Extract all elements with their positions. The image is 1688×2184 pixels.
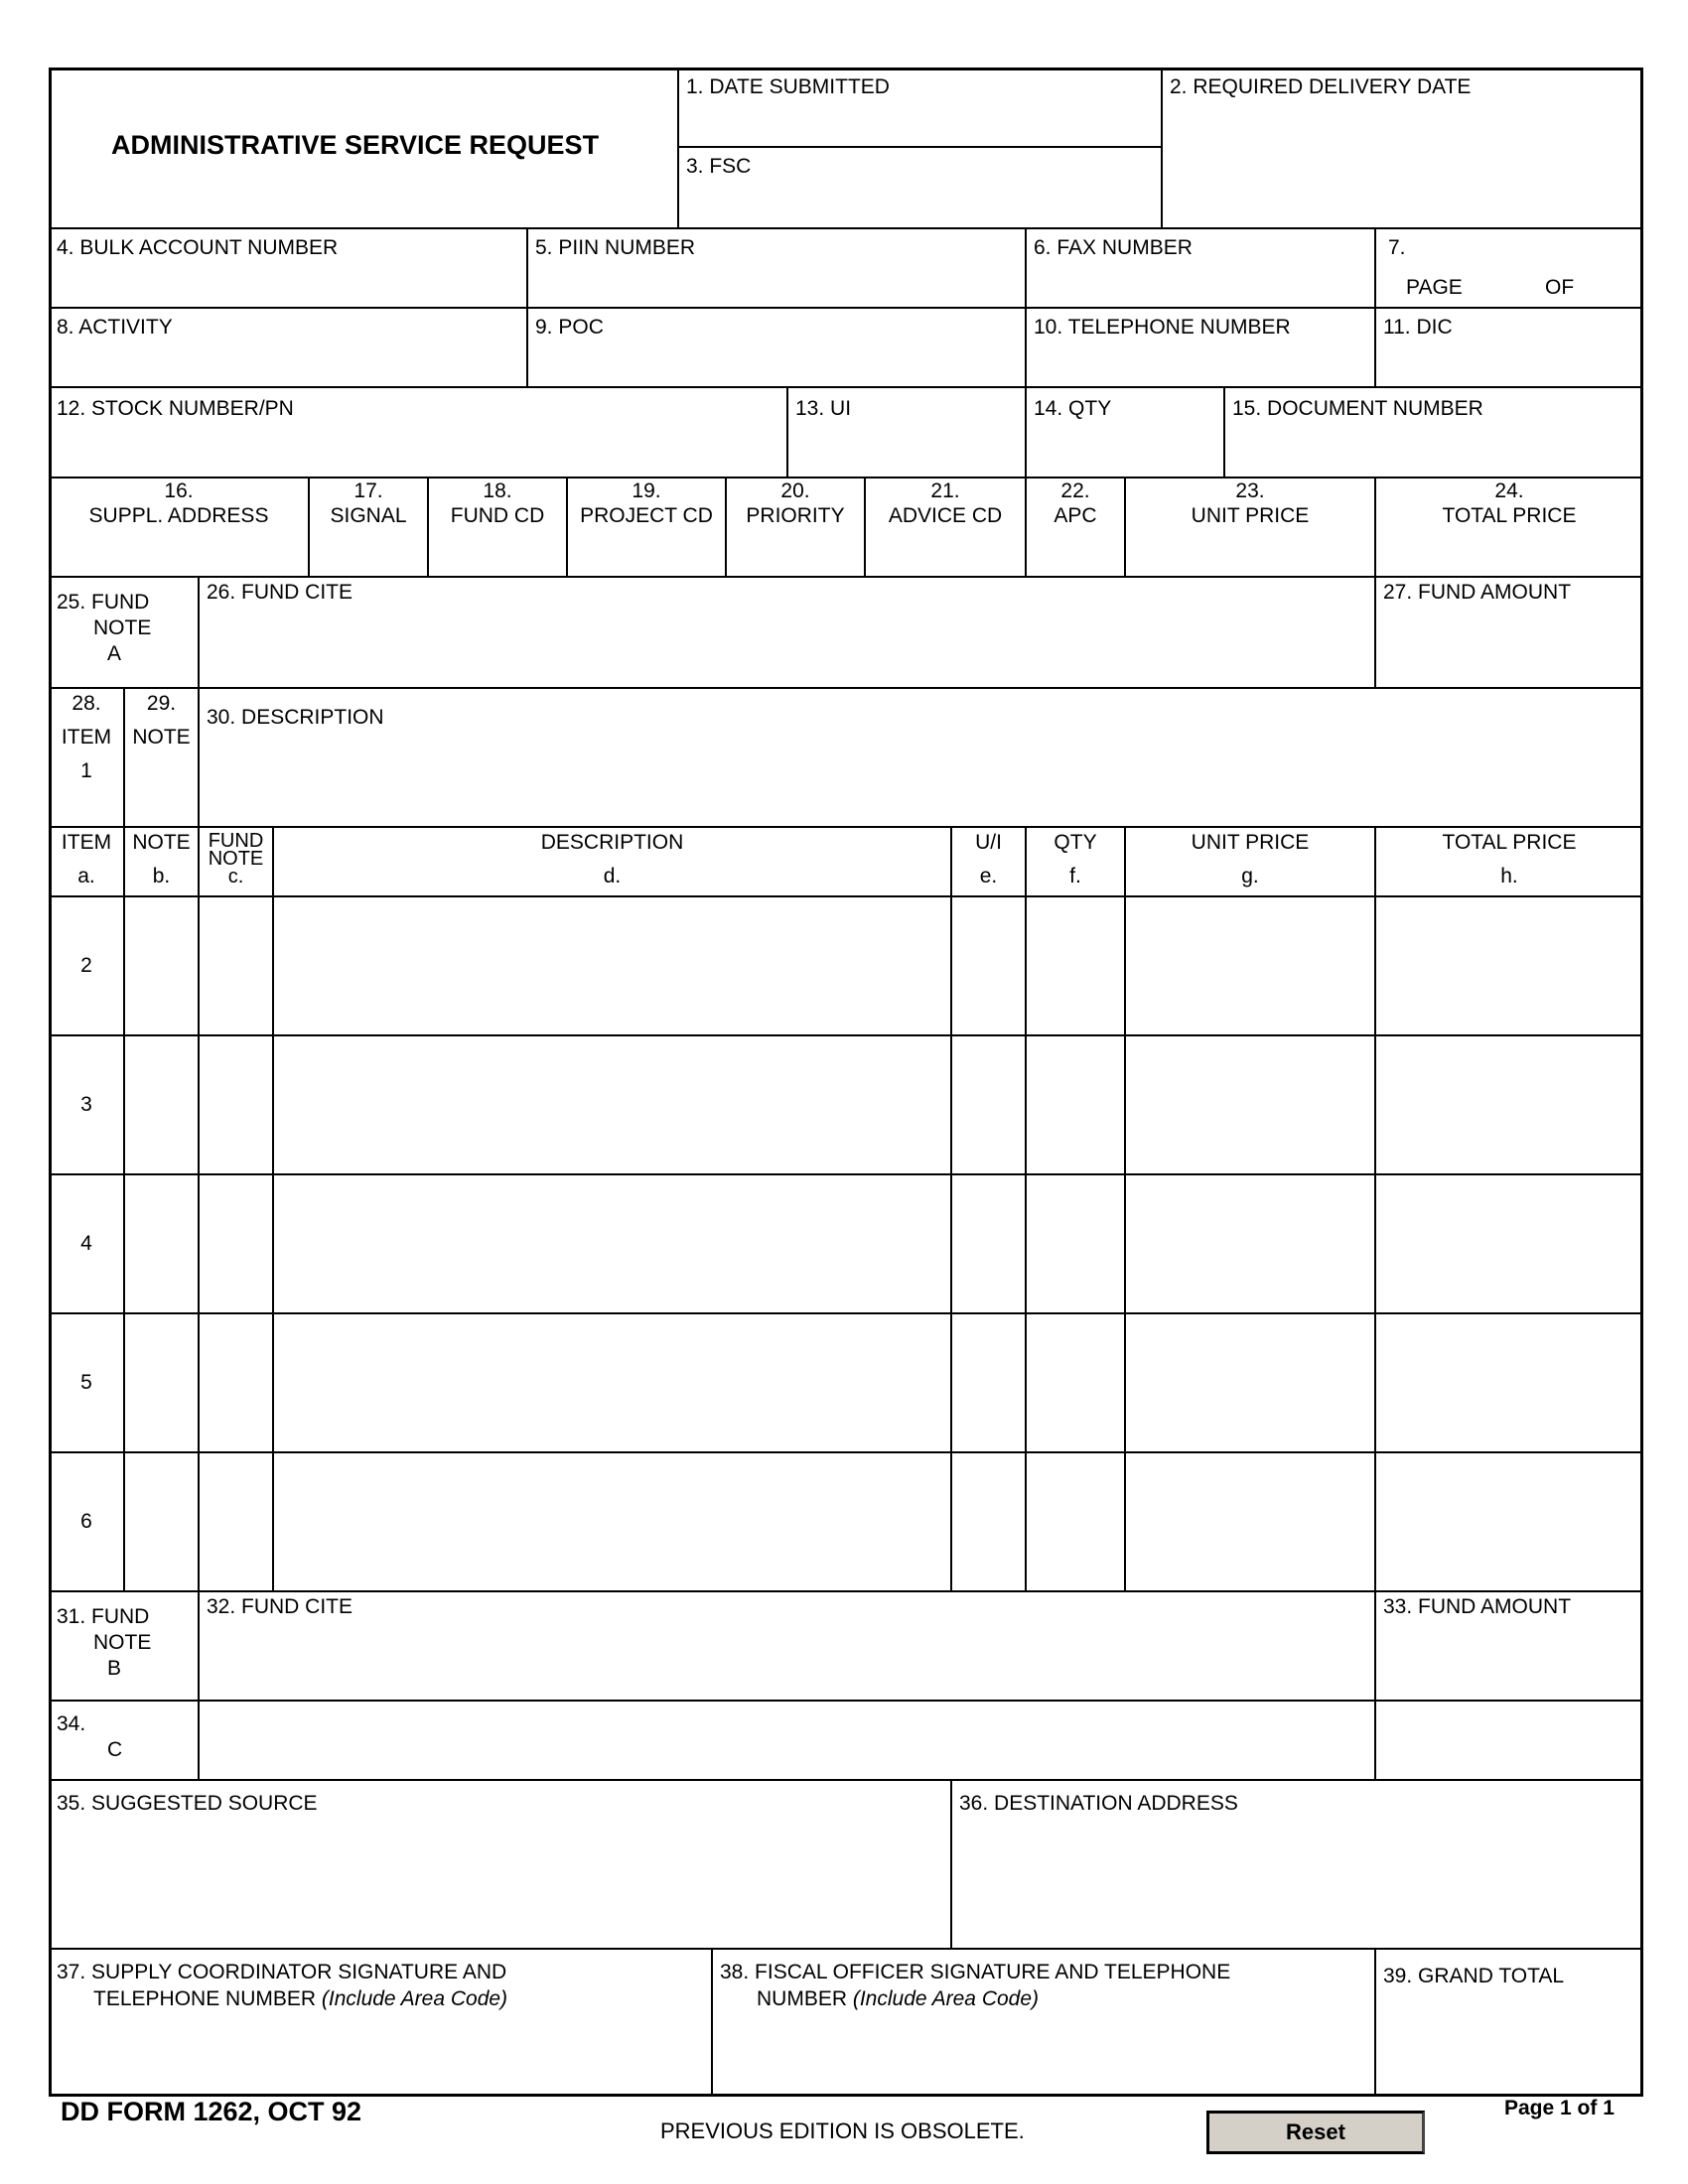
row-item-number-cell bbox=[49, 1313, 124, 1452]
col-header-description-sub: d. bbox=[603, 865, 622, 887]
suggested-source-field[interactable] bbox=[49, 1780, 951, 1949]
row-item-number: 5 bbox=[80, 1371, 92, 1394]
fund-cd-number: 18. bbox=[483, 479, 512, 502]
fund-amount-a-field[interactable] bbox=[1375, 577, 1643, 688]
col-header-fund-label2: NOTE bbox=[208, 848, 264, 870]
item-1-cell bbox=[49, 688, 124, 827]
fund-note-b-label-line2: NOTE bbox=[93, 1631, 152, 1654]
row-total-price-field[interactable] bbox=[1375, 1035, 1643, 1174]
unit-price-number: 23. bbox=[1235, 479, 1265, 502]
form-identifier: DD FORM 1262, OCT 92 bbox=[61, 2097, 362, 2126]
fax-number-label: 6. FAX NUMBER bbox=[1034, 236, 1193, 259]
fund-amount-c-field[interactable] bbox=[1375, 1701, 1643, 1780]
telephone-number-label: 10. TELEPHONE NUMBER bbox=[1034, 316, 1291, 339]
supply-coordinator-label-line2 bbox=[93, 1986, 507, 2011]
priority-number: 20. bbox=[780, 479, 810, 502]
qty-label: 14. QTY bbox=[1034, 397, 1112, 420]
unit-price-label: UNIT PRICE bbox=[1191, 504, 1310, 527]
required-delivery-date-label: 2. REQUIRED DELIVERY DATE bbox=[1170, 75, 1472, 98]
piin-number-field[interactable] bbox=[527, 228, 1026, 308]
fiscal-officer-signature-field[interactable] bbox=[712, 1949, 1375, 2097]
fund-note-c-field[interactable] bbox=[49, 1701, 199, 1780]
page-count-label: 7. bbox=[1388, 236, 1406, 259]
col-header-fund-note bbox=[199, 827, 273, 896]
project-cd-label: PROJECT CD bbox=[580, 504, 713, 527]
fund-amount-b-label: 33. FUND AMOUNT bbox=[1383, 1595, 1572, 1618]
row-ui-field[interactable] bbox=[951, 1035, 1026, 1174]
ui-label: 13. UI bbox=[795, 397, 852, 420]
fund-amount-a-label: 27. FUND AMOUNT bbox=[1383, 581, 1572, 604]
page-count-cell bbox=[1375, 228, 1643, 308]
project-cd-number: 19. bbox=[632, 479, 661, 502]
row-unit-price-field[interactable] bbox=[1125, 1174, 1375, 1313]
col-header-note-sub: b. bbox=[152, 865, 171, 887]
col-header-description bbox=[273, 827, 951, 896]
supply-coordinator-area-code-note: (Include Area Code) bbox=[321, 1987, 508, 2010]
col-header-fund-label: FUND bbox=[208, 830, 264, 852]
suppl-address-number: 16. bbox=[164, 479, 194, 502]
row-ui-field[interactable] bbox=[951, 1452, 1026, 1591]
col-header-item bbox=[49, 827, 124, 896]
piin-number-label: 5. PIIN NUMBER bbox=[535, 236, 696, 259]
item-1-label: ITEM bbox=[61, 726, 112, 749]
total-price-field[interactable] bbox=[1375, 478, 1643, 577]
col-header-item-label: ITEM bbox=[61, 831, 112, 854]
suggested-source-label: 35. SUGGESTED SOURCE bbox=[57, 1792, 318, 1815]
col-header-ui bbox=[951, 827, 1026, 896]
stock-number-field[interactable] bbox=[49, 387, 787, 478]
col-header-ui-sub: e. bbox=[979, 865, 998, 887]
fiscal-officer-label-text: NUMBER bbox=[757, 1987, 848, 2010]
apc-field[interactable] bbox=[1026, 478, 1125, 577]
signal-number: 17. bbox=[353, 479, 383, 502]
fund-cite-a-label: 26. FUND CITE bbox=[207, 581, 353, 604]
col-header-note-label: NOTE bbox=[132, 831, 191, 854]
fund-note-b-letter: B bbox=[107, 1657, 122, 1680]
poc-label: 9. POC bbox=[535, 316, 604, 339]
supply-coordinator-label-line1: 37. SUPPLY COORDINATOR SIGNATURE AND bbox=[57, 1961, 507, 1983]
item-1-number: 28. bbox=[71, 692, 101, 715]
apc-label: APC bbox=[1054, 504, 1097, 527]
of-label: OF bbox=[1545, 276, 1575, 299]
row-total-price-field[interactable] bbox=[1375, 1313, 1643, 1452]
row-qty-field[interactable] bbox=[1026, 896, 1125, 1035]
suppl-address-field[interactable] bbox=[49, 478, 309, 577]
date-submitted-label: 1. DATE SUBMITTED bbox=[686, 75, 890, 98]
row-total-price-field[interactable] bbox=[1375, 1452, 1643, 1591]
row-note-field[interactable] bbox=[124, 1452, 199, 1591]
service-request-form bbox=[49, 68, 1643, 2097]
fax-number-field[interactable] bbox=[1026, 228, 1375, 308]
signal-label: SIGNAL bbox=[330, 504, 407, 527]
item-1-note-number: 29. bbox=[146, 692, 177, 715]
fund-amount-b-field[interactable] bbox=[1375, 1591, 1643, 1701]
fund-cite-a-field[interactable] bbox=[199, 577, 1375, 688]
destination-address-field[interactable] bbox=[951, 1780, 1643, 1949]
destination-address-label: 36. DESTINATION ADDRESS bbox=[959, 1792, 1238, 1815]
fsc-label: 3. FSC bbox=[686, 155, 752, 178]
fund-cite-b-label: 32. FUND CITE bbox=[207, 1595, 353, 1618]
col-header-unit-price-label: UNIT PRICE bbox=[1191, 831, 1310, 854]
qty-field[interactable] bbox=[1026, 387, 1224, 478]
activity-field[interactable] bbox=[49, 308, 527, 387]
title-cell bbox=[49, 68, 678, 228]
row-fund-note-field[interactable] bbox=[199, 1452, 273, 1591]
signal-field[interactable] bbox=[309, 478, 428, 577]
row-unit-price-field[interactable] bbox=[1125, 1452, 1375, 1591]
document-number-field[interactable] bbox=[1224, 387, 1643, 478]
row-total-price-field[interactable] bbox=[1375, 1174, 1643, 1313]
row-fund-note-field[interactable] bbox=[199, 1313, 273, 1452]
col-header-total-price bbox=[1375, 827, 1643, 896]
row-ui-field[interactable] bbox=[951, 896, 1026, 1035]
fund-note-c-label: 34. bbox=[57, 1712, 86, 1735]
row-fund-note-field[interactable] bbox=[199, 1035, 273, 1174]
col-header-qty bbox=[1026, 827, 1125, 896]
col-header-total-price-sub: h. bbox=[1500, 865, 1518, 887]
col-header-note bbox=[124, 827, 199, 896]
unit-price-field[interactable] bbox=[1125, 478, 1375, 577]
activity-label: 8. ACTIVITY bbox=[57, 316, 173, 339]
fund-note-a-label-line1: 25. FUND bbox=[57, 591, 150, 614]
row-qty-field[interactable] bbox=[1026, 1452, 1125, 1591]
fund-note-c-letter: C bbox=[107, 1738, 123, 1761]
col-header-qty-sub: f. bbox=[1069, 865, 1081, 887]
page-indicator: Page 1 of 1 bbox=[1504, 2097, 1615, 2119]
row-description-field[interactable] bbox=[273, 1174, 951, 1313]
fund-cite-b-field[interactable] bbox=[199, 1591, 1375, 1701]
fund-note-a-field[interactable] bbox=[49, 577, 199, 688]
obsolete-notice: PREVIOUS EDITION IS OBSOLETE. bbox=[660, 2118, 1025, 2143]
row-item-number-cell bbox=[49, 1452, 124, 1591]
supply-coordinator-label-text: TELEPHONE NUMBER bbox=[93, 1987, 317, 2010]
col-header-unit-price bbox=[1125, 827, 1375, 896]
telephone-number-field[interactable] bbox=[1026, 308, 1375, 387]
row-item-number: 6 bbox=[80, 1510, 92, 1533]
col-header-total-price-label: TOTAL PRICE bbox=[1442, 831, 1577, 854]
dic-label: 11. DIC bbox=[1383, 316, 1453, 339]
row-qty-field[interactable] bbox=[1026, 1035, 1125, 1174]
apc-number: 22. bbox=[1060, 479, 1090, 502]
item-1-note-label: NOTE bbox=[132, 726, 191, 749]
row-note-field[interactable] bbox=[124, 896, 199, 1035]
row-unit-price-field[interactable] bbox=[1125, 1313, 1375, 1452]
fiscal-officer-area-code-note: (Include Area Code) bbox=[852, 1987, 1040, 2010]
col-header-fund-sub: c. bbox=[227, 866, 244, 887]
form-title: ADMINISTRATIVE SERVICE REQUEST bbox=[111, 130, 600, 160]
row-ui-field[interactable] bbox=[951, 1174, 1026, 1313]
row-qty-field[interactable] bbox=[1026, 1174, 1125, 1313]
fiscal-officer-label-line1: 38. FISCAL OFFICER SIGNATURE AND TELEPHONE bbox=[720, 1961, 1231, 1983]
reset-button[interactable]: Reset bbox=[1206, 2111, 1425, 2154]
row-description-field[interactable] bbox=[273, 1452, 951, 1591]
bulk-account-number-field[interactable] bbox=[49, 228, 527, 308]
item-1-description-field[interactable] bbox=[199, 688, 1643, 827]
grand-total-field[interactable] bbox=[1375, 1949, 1643, 2097]
fund-note-a-label-line2: NOTE bbox=[93, 616, 152, 639]
row-ui-field[interactable] bbox=[951, 1313, 1026, 1452]
row-note-field[interactable] bbox=[124, 1035, 199, 1174]
dic-field[interactable] bbox=[1375, 308, 1643, 387]
priority-field[interactable] bbox=[726, 478, 865, 577]
fsc-field[interactable] bbox=[678, 147, 1162, 228]
poc-field[interactable] bbox=[527, 308, 1026, 387]
required-delivery-date-field[interactable] bbox=[1162, 68, 1643, 228]
item-1-description-label: 30. DESCRIPTION bbox=[207, 706, 384, 729]
ui-field[interactable] bbox=[787, 387, 1026, 478]
project-cd-field[interactable] bbox=[567, 478, 726, 577]
row-unit-price-field[interactable] bbox=[1125, 896, 1375, 1035]
total-price-label: TOTAL PRICE bbox=[1442, 504, 1577, 527]
fund-cd-field[interactable] bbox=[428, 478, 567, 577]
row-item-number-cell bbox=[49, 1035, 124, 1174]
row-note-field[interactable] bbox=[124, 1313, 199, 1452]
document-number-label: 15. DOCUMENT NUMBER bbox=[1232, 397, 1483, 420]
fiscal-officer-label-line2 bbox=[757, 1986, 1039, 2011]
col-header-qty-label: QTY bbox=[1054, 831, 1097, 854]
grand-total-label: 39. GRAND TOTAL bbox=[1383, 1965, 1565, 1987]
row-item-number: 3 bbox=[80, 1093, 92, 1116]
row-fund-note-field[interactable] bbox=[199, 896, 273, 1035]
row-description-field[interactable] bbox=[273, 1313, 951, 1452]
row-item-number-cell bbox=[49, 1174, 124, 1313]
page-label: PAGE bbox=[1406, 276, 1463, 299]
fund-cd-label: FUND CD bbox=[450, 504, 545, 527]
row-total-price-field[interactable] bbox=[1375, 896, 1643, 1035]
row-item-number: 4 bbox=[80, 1232, 92, 1255]
col-header-unit-price-sub: g. bbox=[1241, 865, 1259, 887]
row-item-number-cell bbox=[49, 896, 124, 1035]
row-description-field[interactable] bbox=[273, 896, 951, 1035]
row-qty-field[interactable] bbox=[1026, 1313, 1125, 1452]
row-note-field[interactable] bbox=[124, 1174, 199, 1313]
priority-label: PRIORITY bbox=[746, 504, 845, 527]
supply-coordinator-signature-field[interactable] bbox=[49, 1949, 712, 2097]
col-header-ui-label: U/I bbox=[975, 831, 1002, 854]
advice-cd-number: 21. bbox=[930, 479, 960, 502]
row-item-number: 2 bbox=[80, 954, 92, 977]
item-1-note-field[interactable] bbox=[124, 688, 199, 827]
advice-cd-field[interactable] bbox=[865, 478, 1026, 577]
fund-note-b-label-line1: 31. FUND bbox=[57, 1605, 150, 1628]
suppl-address-label: SUPPL. ADDRESS bbox=[88, 504, 269, 527]
col-header-item-sub: a. bbox=[77, 865, 95, 887]
stock-number-label: 12. STOCK NUMBER/PN bbox=[57, 397, 294, 420]
bulk-account-number-label: 4. BULK ACCOUNT NUMBER bbox=[57, 236, 339, 259]
fund-cite-c-field[interactable] bbox=[199, 1701, 1375, 1780]
col-header-description-label: DESCRIPTION bbox=[540, 831, 684, 854]
fund-note-a-letter: A bbox=[107, 642, 122, 665]
date-submitted-field[interactable] bbox=[678, 68, 1162, 147]
total-price-number: 24. bbox=[1494, 479, 1524, 502]
row-fund-note-field[interactable] bbox=[199, 1174, 273, 1313]
row-description-field[interactable] bbox=[273, 1035, 951, 1174]
item-1-value: 1 bbox=[80, 759, 92, 782]
fund-note-b-field[interactable] bbox=[49, 1591, 199, 1701]
advice-cd-label: ADVICE CD bbox=[888, 504, 1003, 527]
row-unit-price-field[interactable] bbox=[1125, 1035, 1375, 1174]
